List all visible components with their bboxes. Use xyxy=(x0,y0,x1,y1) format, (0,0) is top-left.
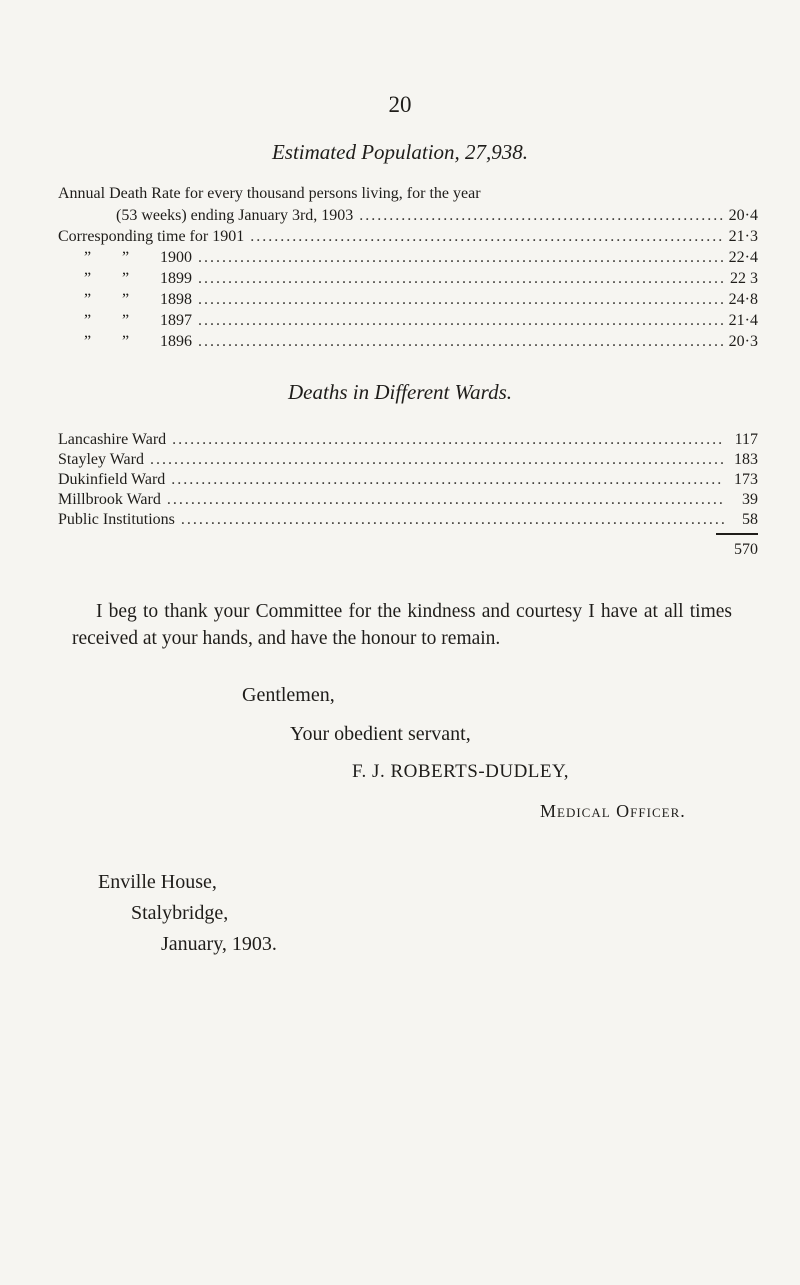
leader-dots xyxy=(198,290,723,310)
ward-deaths: 58 xyxy=(742,511,758,528)
closing-paragraph-text: I beg to thank your Committee for the kindness and courtesy I have at all times received at your hands, and have the honour to remain. xyxy=(72,601,732,649)
leader-dots xyxy=(167,490,724,510)
row-value: 21·3 xyxy=(728,228,758,245)
valediction: Your obedient servant, xyxy=(290,723,471,745)
ward-deaths: 183 xyxy=(734,451,758,468)
row-year: 1897 xyxy=(160,312,192,329)
ditto-mark: ” xyxy=(122,249,130,266)
ward-row xyxy=(58,470,758,490)
leader-dots xyxy=(150,450,724,470)
leader-dots xyxy=(359,206,722,226)
ditto-mark: ” xyxy=(122,333,130,350)
signature: F. J. ROBERTS-DUDLEY, xyxy=(352,761,570,782)
row-value: 20·4 xyxy=(728,207,758,224)
row-year: 1896 xyxy=(160,333,192,350)
closing-paragraph xyxy=(72,598,732,652)
ditto-mark: ” xyxy=(84,249,92,266)
death-rate-row xyxy=(58,248,758,268)
row-value: 22 3 xyxy=(730,270,758,287)
page-number: 20 xyxy=(388,92,412,117)
ditto-mark: ” xyxy=(122,312,130,329)
ward-name: Stayley Ward xyxy=(58,451,144,468)
death-rate-row xyxy=(58,290,758,310)
leader-dots xyxy=(181,510,724,530)
leader-dots xyxy=(198,248,723,268)
ward-name: Dukinfield Ward xyxy=(58,471,166,488)
leader-dots xyxy=(198,269,724,289)
death-rate-row-1901 xyxy=(58,227,758,247)
ward-row xyxy=(58,490,758,510)
address-line: Enville House, xyxy=(98,871,217,893)
ward-name: Public Institutions xyxy=(58,511,175,528)
leader-dots xyxy=(171,470,724,490)
ward-row xyxy=(58,510,758,530)
ditto-mark: ” xyxy=(84,270,92,287)
leader-dots xyxy=(198,332,723,352)
ward-name: Millbrook Ward xyxy=(58,491,161,508)
death-rate-row xyxy=(58,311,758,331)
ditto-mark: ” xyxy=(122,270,130,287)
row-year: 1899 xyxy=(160,270,192,287)
officer-title: Medical Officer. xyxy=(540,801,686,821)
row-value: 24·8 xyxy=(728,291,758,308)
address-line: January, 1903. xyxy=(161,933,277,955)
ward-row xyxy=(58,430,758,450)
ward-deaths: 173 xyxy=(734,471,758,488)
leader-dots xyxy=(250,227,722,247)
death-rate-row-1903 xyxy=(58,206,758,226)
row-year: 1900 xyxy=(160,249,192,266)
death-rate-intro: Annual Death Rate for every thousand persons living, for the year xyxy=(58,185,481,202)
row-value: 20·3 xyxy=(728,333,758,350)
ward-name: Lancashire Ward xyxy=(58,431,167,448)
leader-dots xyxy=(172,430,724,450)
row-value: 22·4 xyxy=(728,249,758,266)
wards-heading: Deaths in Different Wards. xyxy=(288,380,512,404)
ditto-mark: ” xyxy=(84,312,92,329)
ward-deaths: 117 xyxy=(734,431,758,448)
ward-deaths: 39 xyxy=(742,491,758,508)
wards-total: 570 xyxy=(734,541,758,558)
ditto-mark: ” xyxy=(84,333,92,350)
death-rate-row xyxy=(58,269,758,289)
leader-dots xyxy=(198,311,723,331)
row-label: Corresponding time for 1901 xyxy=(58,228,245,245)
total-rule xyxy=(716,533,758,535)
population-heading: Estimated Population, 27,938. xyxy=(271,140,529,164)
ward-row xyxy=(58,450,758,470)
row-value: 21·4 xyxy=(728,312,758,329)
address-line: Stalybridge, xyxy=(131,902,229,924)
ditto-mark: ” xyxy=(122,291,130,308)
ditto-mark: ” xyxy=(84,291,92,308)
row-label: (53 weeks) ending January 3rd, 1903 xyxy=(116,207,354,224)
row-year: 1898 xyxy=(160,291,192,308)
salutation: Gentlemen, xyxy=(242,684,335,706)
death-rate-row xyxy=(58,332,758,352)
